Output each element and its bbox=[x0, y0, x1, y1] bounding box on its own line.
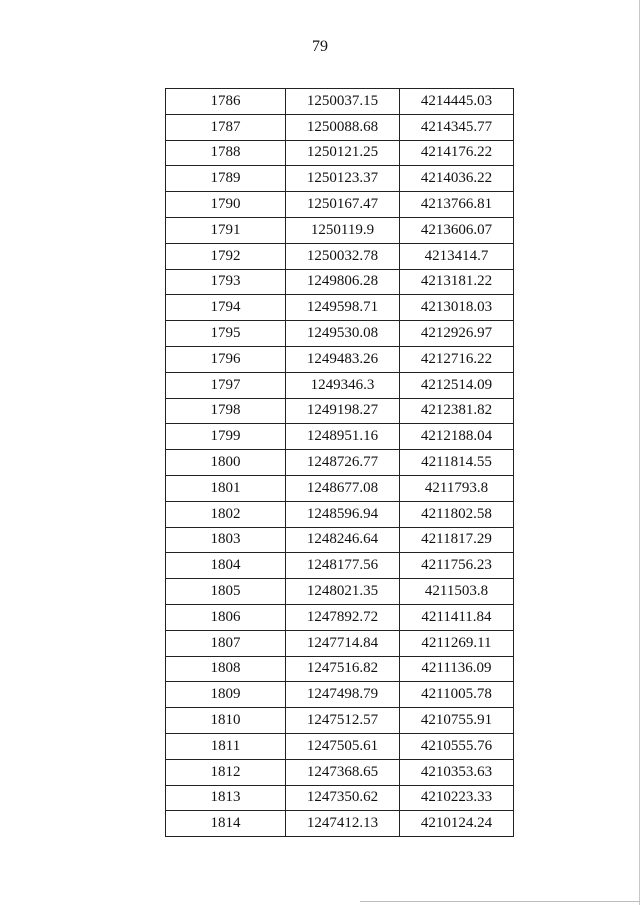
y-coordinate-cell: 4212716.22 bbox=[400, 346, 514, 372]
y-coordinate-cell: 4211756.23 bbox=[400, 553, 514, 579]
point-number-cell: 1791 bbox=[166, 217, 286, 243]
point-number-cell: 1792 bbox=[166, 243, 286, 269]
table-row bbox=[166, 243, 514, 269]
point-number-cell: 1800 bbox=[166, 450, 286, 476]
table-row bbox=[166, 140, 514, 166]
y-coordinate-cell: 4211503.8 bbox=[400, 579, 514, 605]
coordinates-table-body bbox=[166, 89, 514, 837]
y-coordinate-cell: 4211802.58 bbox=[400, 501, 514, 527]
y-coordinate-cell: 4213181.22 bbox=[400, 269, 514, 295]
x-coordinate-cell: 1248726.77 bbox=[286, 450, 400, 476]
y-coordinate-cell: 4210223.33 bbox=[400, 785, 514, 811]
table-row bbox=[166, 114, 514, 140]
table-row bbox=[166, 604, 514, 630]
point-number-cell: 1787 bbox=[166, 114, 286, 140]
y-coordinate-cell: 4210353.63 bbox=[400, 759, 514, 785]
x-coordinate-cell: 1250088.68 bbox=[286, 114, 400, 140]
x-coordinate-cell: 1248596.94 bbox=[286, 501, 400, 527]
table-row bbox=[166, 759, 514, 785]
table-row bbox=[166, 475, 514, 501]
table-row bbox=[166, 398, 514, 424]
table-row bbox=[166, 217, 514, 243]
table-row bbox=[166, 785, 514, 811]
table-row bbox=[166, 682, 514, 708]
point-number-cell: 1799 bbox=[166, 424, 286, 450]
page-number: 79 bbox=[312, 38, 328, 55]
y-coordinate-cell: 4214176.22 bbox=[400, 140, 514, 166]
y-coordinate-cell: 4211136.09 bbox=[400, 656, 514, 682]
x-coordinate-cell: 1248021.35 bbox=[286, 579, 400, 605]
point-number-cell: 1790 bbox=[166, 192, 286, 218]
point-number-cell: 1811 bbox=[166, 733, 286, 759]
x-coordinate-cell: 1247368.65 bbox=[286, 759, 400, 785]
table-row bbox=[166, 89, 514, 115]
x-coordinate-cell: 1249198.27 bbox=[286, 398, 400, 424]
table-row bbox=[166, 372, 514, 398]
point-number-cell: 1804 bbox=[166, 553, 286, 579]
y-coordinate-cell: 4213018.03 bbox=[400, 295, 514, 321]
x-coordinate-cell: 1249346.3 bbox=[286, 372, 400, 398]
x-coordinate-cell: 1247505.61 bbox=[286, 733, 400, 759]
y-coordinate-cell: 4211005.78 bbox=[400, 682, 514, 708]
point-number-cell: 1808 bbox=[166, 656, 286, 682]
x-coordinate-cell: 1250121.25 bbox=[286, 140, 400, 166]
point-number-cell: 1793 bbox=[166, 269, 286, 295]
table-row bbox=[166, 501, 514, 527]
table-row bbox=[166, 630, 514, 656]
x-coordinate-cell: 1247350.62 bbox=[286, 785, 400, 811]
y-coordinate-cell: 4213414.7 bbox=[400, 243, 514, 269]
x-coordinate-cell: 1250167.47 bbox=[286, 192, 400, 218]
x-coordinate-cell: 1247412.13 bbox=[286, 811, 400, 837]
x-coordinate-cell: 1249598.71 bbox=[286, 295, 400, 321]
point-number-cell: 1810 bbox=[166, 708, 286, 734]
x-coordinate-cell: 1248246.64 bbox=[286, 527, 400, 553]
y-coordinate-cell: 4211817.29 bbox=[400, 527, 514, 553]
point-number-cell: 1813 bbox=[166, 785, 286, 811]
x-coordinate-cell: 1250123.37 bbox=[286, 166, 400, 192]
y-coordinate-cell: 4212514.09 bbox=[400, 372, 514, 398]
table-row bbox=[166, 450, 514, 476]
x-coordinate-cell: 1249483.26 bbox=[286, 346, 400, 372]
x-coordinate-cell: 1247714.84 bbox=[286, 630, 400, 656]
table-row bbox=[166, 424, 514, 450]
y-coordinate-cell: 4210755.91 bbox=[400, 708, 514, 734]
y-coordinate-cell: 4213606.07 bbox=[400, 217, 514, 243]
bottom-divider bbox=[360, 901, 640, 902]
point-number-cell: 1812 bbox=[166, 759, 286, 785]
y-coordinate-cell: 4211411.84 bbox=[400, 604, 514, 630]
x-coordinate-cell: 1249530.08 bbox=[286, 321, 400, 347]
point-number-cell: 1805 bbox=[166, 579, 286, 605]
point-number-cell: 1796 bbox=[166, 346, 286, 372]
point-number-cell: 1806 bbox=[166, 604, 286, 630]
x-coordinate-cell: 1247892.72 bbox=[286, 604, 400, 630]
y-coordinate-cell: 4212381.82 bbox=[400, 398, 514, 424]
y-coordinate-cell: 4211269.11 bbox=[400, 630, 514, 656]
x-coordinate-cell: 1248177.56 bbox=[286, 553, 400, 579]
point-number-cell: 1807 bbox=[166, 630, 286, 656]
table-row bbox=[166, 553, 514, 579]
y-coordinate-cell: 4214445.03 bbox=[400, 89, 514, 115]
x-coordinate-cell: 1250037.15 bbox=[286, 89, 400, 115]
table-row bbox=[166, 192, 514, 218]
point-number-cell: 1798 bbox=[166, 398, 286, 424]
table-row bbox=[166, 321, 514, 347]
point-number-cell: 1794 bbox=[166, 295, 286, 321]
point-number-cell: 1786 bbox=[166, 89, 286, 115]
point-number-cell: 1801 bbox=[166, 475, 286, 501]
y-coordinate-cell: 4212188.04 bbox=[400, 424, 514, 450]
y-coordinate-cell: 4214345.77 bbox=[400, 114, 514, 140]
table-row bbox=[166, 295, 514, 321]
table-row bbox=[166, 656, 514, 682]
table-row bbox=[166, 811, 514, 837]
table-row bbox=[166, 269, 514, 295]
y-coordinate-cell: 4213766.81 bbox=[400, 192, 514, 218]
x-coordinate-cell: 1247516.82 bbox=[286, 656, 400, 682]
y-coordinate-cell: 4212926.97 bbox=[400, 321, 514, 347]
y-coordinate-cell: 4214036.22 bbox=[400, 166, 514, 192]
y-coordinate-cell: 4210555.76 bbox=[400, 733, 514, 759]
y-coordinate-cell: 4211793.8 bbox=[400, 475, 514, 501]
x-coordinate-cell: 1248677.08 bbox=[286, 475, 400, 501]
coordinates-table bbox=[165, 88, 514, 837]
point-number-cell: 1795 bbox=[166, 321, 286, 347]
point-number-cell: 1797 bbox=[166, 372, 286, 398]
y-coordinate-cell: 4210124.24 bbox=[400, 811, 514, 837]
point-number-cell: 1803 bbox=[166, 527, 286, 553]
x-coordinate-cell: 1250119.9 bbox=[286, 217, 400, 243]
x-coordinate-cell: 1250032.78 bbox=[286, 243, 400, 269]
table-row bbox=[166, 346, 514, 372]
table-row bbox=[166, 166, 514, 192]
x-coordinate-cell: 1247512.57 bbox=[286, 708, 400, 734]
x-coordinate-cell: 1249806.28 bbox=[286, 269, 400, 295]
point-number-cell: 1814 bbox=[166, 811, 286, 837]
x-coordinate-cell: 1248951.16 bbox=[286, 424, 400, 450]
point-number-cell: 1809 bbox=[166, 682, 286, 708]
table-row bbox=[166, 527, 514, 553]
point-number-cell: 1802 bbox=[166, 501, 286, 527]
y-coordinate-cell: 4211814.55 bbox=[400, 450, 514, 476]
point-number-cell: 1788 bbox=[166, 140, 286, 166]
x-coordinate-cell: 1247498.79 bbox=[286, 682, 400, 708]
point-number-cell: 1789 bbox=[166, 166, 286, 192]
table-row bbox=[166, 579, 514, 605]
table-row bbox=[166, 733, 514, 759]
table-row bbox=[166, 708, 514, 734]
